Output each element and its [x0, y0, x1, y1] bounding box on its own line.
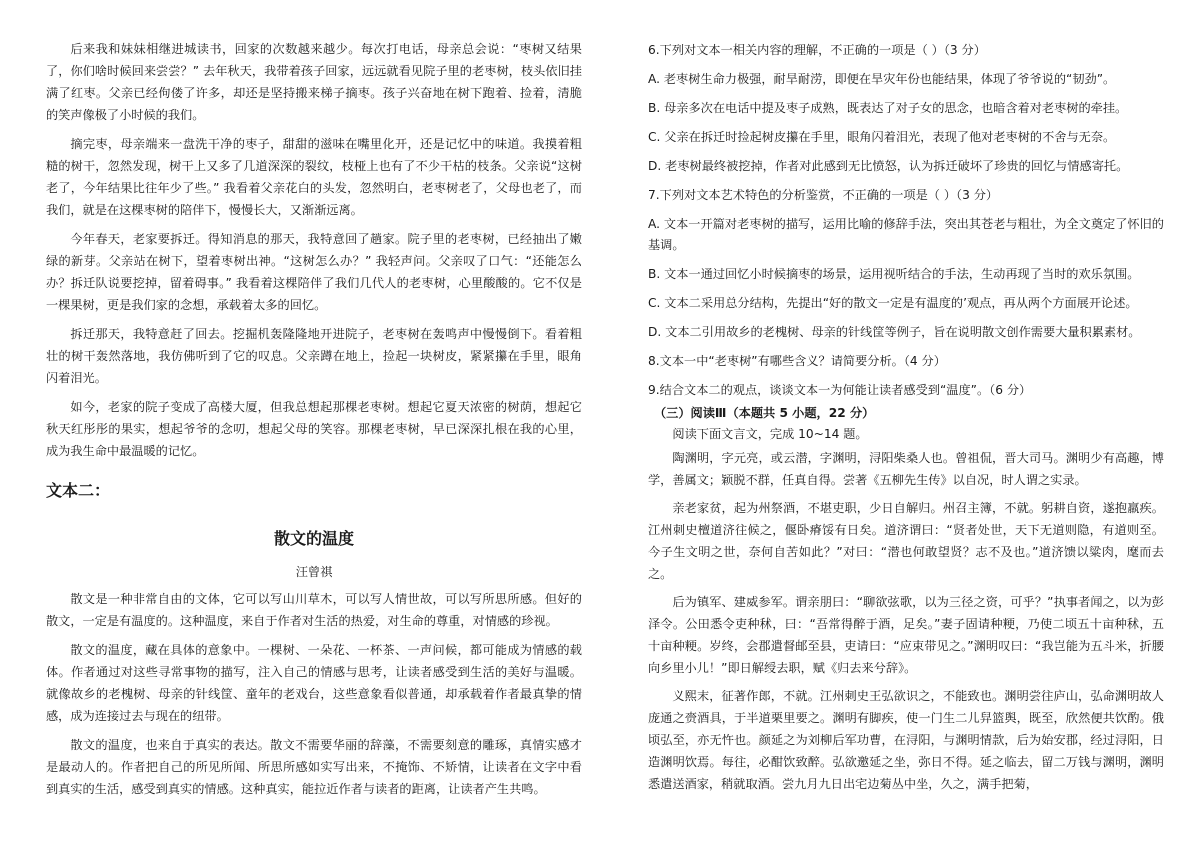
question-6: 6.下列对文本一相关内容的理解，不正确的一项是（ ）（3 分）	[648, 43, 986, 57]
classical-paragraph-4: 义熙末，征著作郎，不就。江州刺史王弘欲识之，不能致也。渊明尝往庐山，弘命渊明故人庞通之赍酒具，于半道栗里要之。渊明有脚疾，使一门生二儿舁篮舆，既至，欣然便共饮酌。俄顷弘至，亦无忤也。颜延之为刘柳后军功曹，在浔阳，与渊明情款，后为始安郡，经过浔阳，日造渊明饮焉。每往，必酣饮致醉。弘欲邀延之坐，弥日不得。延之临去，留二万钱与渊明，渊明悉遣送酒家，稍就取酒。尝九月九日出宅边菊丛中坐，久之，满手把菊，	[648, 689, 1164, 791]
text1-paragraph-3: 今年春天，老家要拆迁。得知消息的那天，我特意回了趟家。院子里的老枣树，已经抽出了嫩绿的新芽。父亲站在树下，望着枣树出神。“这树怎么办？” 我轻声问。父亲叹了口气：“还能怎么办？拆迁队说要挖掉，留着碍事。” 我看着这棵陪伴了我们几代人的老枣树，心里酸酸的。它不仅是一棵果树，更是我们家的念想，承载着太多的回忆。	[46, 232, 582, 312]
question-8: 8.文本一中“老枣树”有哪些含义？请简要分析。（4 分）	[648, 354, 946, 368]
reading-section-3-intro: 阅读下面文言文，完成 10~14 题。	[672, 427, 868, 441]
left-column	[46, 38, 582, 807]
question-7-option-d: D. 文本二引用故乡的老槐树、母亲的针线筐等例子，旨在说明散文创作需要大量积累素材。	[648, 325, 1141, 339]
question-6-option-c: C. 父亲在拆迁时捡起树皮攥在手里，眼角闪着泪光，表现了他对老枣树的不舍与无奈。	[648, 130, 1116, 144]
question-7-option-c: C. 文本二采用总分结构，先提出“好的散文一定是有温度的’观点，再从两个方面展开论述。	[648, 296, 1138, 310]
classical-paragraph-3: 后为镇军、建威参军。谓亲朋曰：“聊欲弦歌，以为三径之资，可乎？”执事者闻之，以为彭泽令。公田悉令吏种秫，曰：“吾常得醉于酒，足矣。”妻子固请种粳，乃使二顷五十亩种秫，五十亩种粳。岁终，会郡遣督邮至县，吏请曰：“应束带见之。”渊明叹曰：“我岂能为五斗米，折腰向乡里小儿！”即日解绶去职，赋《归去来兮辞》。	[648, 595, 1164, 675]
essay-title: 散文的温度	[273, 529, 354, 548]
text1-paragraph-2: 摘完枣，母亲端来一盘洗干净的枣子，甜甜的滋味在嘴里化开，还是记忆中的味道。我摸着粗糙的树干，忽然发现，树干上又多了几道深深的裂纹，枝桠上也有了不少干枯的枝条。父亲说“这树老了，今年结果比往年少了些。” 我看着父亲花白的头发，忽然明白，老枣树老了，父母也老了，而我们，就是在这棵枣树的陪伴下，慢慢长大，又渐渐远离。	[46, 137, 582, 217]
text1-paragraph-4: 拆迁那天，我特意赶了回去。挖掘机轰隆隆地开进院子，老枣树在轰鸣声中慢慢倒下。看着粗壮的树干轰然落地，我仿佛听到了它的叹息。父亲蹲在地上，捡起一块树皮，紧紧攥在手里，眼角闪着泪光。	[46, 327, 582, 385]
question-7-option-a: A. 文本一开篇对老枣树的描写，运用比喻的修辞手法，突出其苍老与粗壮，为全文奠定了怀旧的基调。	[648, 217, 1164, 252]
classical-paragraph-2: 亲老家贫，起为州祭酒，不堪吏职，少日自解归。州召主簿，不就。躬耕自资，遂抱羸疾。江州刺史檀道济往候之，偃卧瘠馁有日矣。道济谓曰：“贤者处世，天下无道则隐，有道则至。今子生文明之世，奈何自苦如此？”对曰：“潜也何敢望贤？志不及也。”道济馈以粱肉，麾而去之。	[648, 501, 1164, 581]
essay-author: 汪曾祺	[295, 565, 333, 579]
reading-section-3-heading: （三）阅读Ⅲ（本题共 5 小题，22 分）	[654, 406, 875, 420]
question-7-option-b: B. 文本一通过回忆小时候摘枣的场景，运用视听结合的手法，生动再现了当时的欢乐氛围。	[648, 267, 1140, 281]
classical-paragraph-1: 陶渊明，字元亮，或云潜，字渊明，浔阳柴桑人也。曾祖侃，晋大司马。渊明少有高趣，博学，善属文；颖脱不群，任真自得。尝著《五柳先生传》以自况，时人谓之实录。	[648, 451, 1164, 487]
text1-paragraph-1: 后来我和妹妹相继进城读书，回家的次数越来越少。每次打电话，母亲总会说：“枣树又结果了，你们啥时候回来尝尝？” 去年秋天，我带着孩子回家，远远就看见院子里的老枣树，枝头依旧挂满了红枣。父亲已经佝偻了许多，却还是坚持搬来梯子摘枣。孩子兴奋地在树下跑着、捡着，清脆的笑声像极了小时候的我们。	[46, 42, 582, 122]
text2-paragraph-2: 散文的温度，藏在具体的意象中。一棵树、一朵花、一杯茶、一声问候，都可能成为情感的载体。作者通过对这些寻常事物的描写，注入自己的情感与思考，让读者感受到生活的美好与温暖。就像故乡的老槐树、母亲的针线筐、童年的老戏台，这些意象看似普通，却承载着作者最真挚的情感，成为连接过去与现在的纽带。	[46, 643, 582, 723]
question-6-option-d: D. 老枣树最终被挖掉，作者对此感到无比愤怒，认为拆迁破坏了珍贵的回忆与情感寄托。	[648, 159, 1129, 173]
text2-paragraph-1: 散文是一种非常自由的文体，它可以写山川草木，可以写人情世故，可以写所思所感。但好的散文，一定是有温度的。这种温度，来自于作者对生活的热爱，对生命的尊重，对情感的珍视。	[46, 592, 582, 628]
text1-paragraph-5: 如今，老家的院子变成了高楼大厦，但我总想起那棵老枣树。想起它夏天浓密的树荫，想起它秋天红彤彤的果实，想起爷爷的念叨，想起父母的笑容。那棵老枣树，早已深深扎根在我的心里，成为我生命中最温暖的记忆。	[46, 400, 582, 458]
question-7: 7.下列对文本艺术特色的分析鉴赏，不正确的一项是（ ）（3 分）	[648, 188, 999, 202]
text2-heading: 文本二：	[46, 481, 111, 500]
question-6-option-a: A. 老枣树生命力极强，耐旱耐涝，即便在旱灾年份也能结果，体现了爷爷说的“韧劲”。	[648, 72, 1116, 86]
text2-paragraph-3: 散文的温度，也来自于真实的表达。散文不需要华丽的辞藻，不需要刻意的雕琢，真情实感才是最动人的。作者把自己的所见所闻、所思所感如实写出来，不掩饰、不矫情，让读者在文字中看到真实的生活，感受到真实的情感。这种真实，能拉近作者与读者的距离，让读者产生共鸣。	[46, 738, 582, 796]
question-6-option-b: B. 母亲多次在电话中提及枣子成熟，既表达了对子女的思念，也暗含着对老枣树的牵挂。	[648, 101, 1128, 115]
right-column	[648, 40, 1164, 801]
question-9: 9.结合文本二的观点，谈谈文本一为何能让读者感受到“温度”。（6 分）	[648, 383, 1032, 397]
